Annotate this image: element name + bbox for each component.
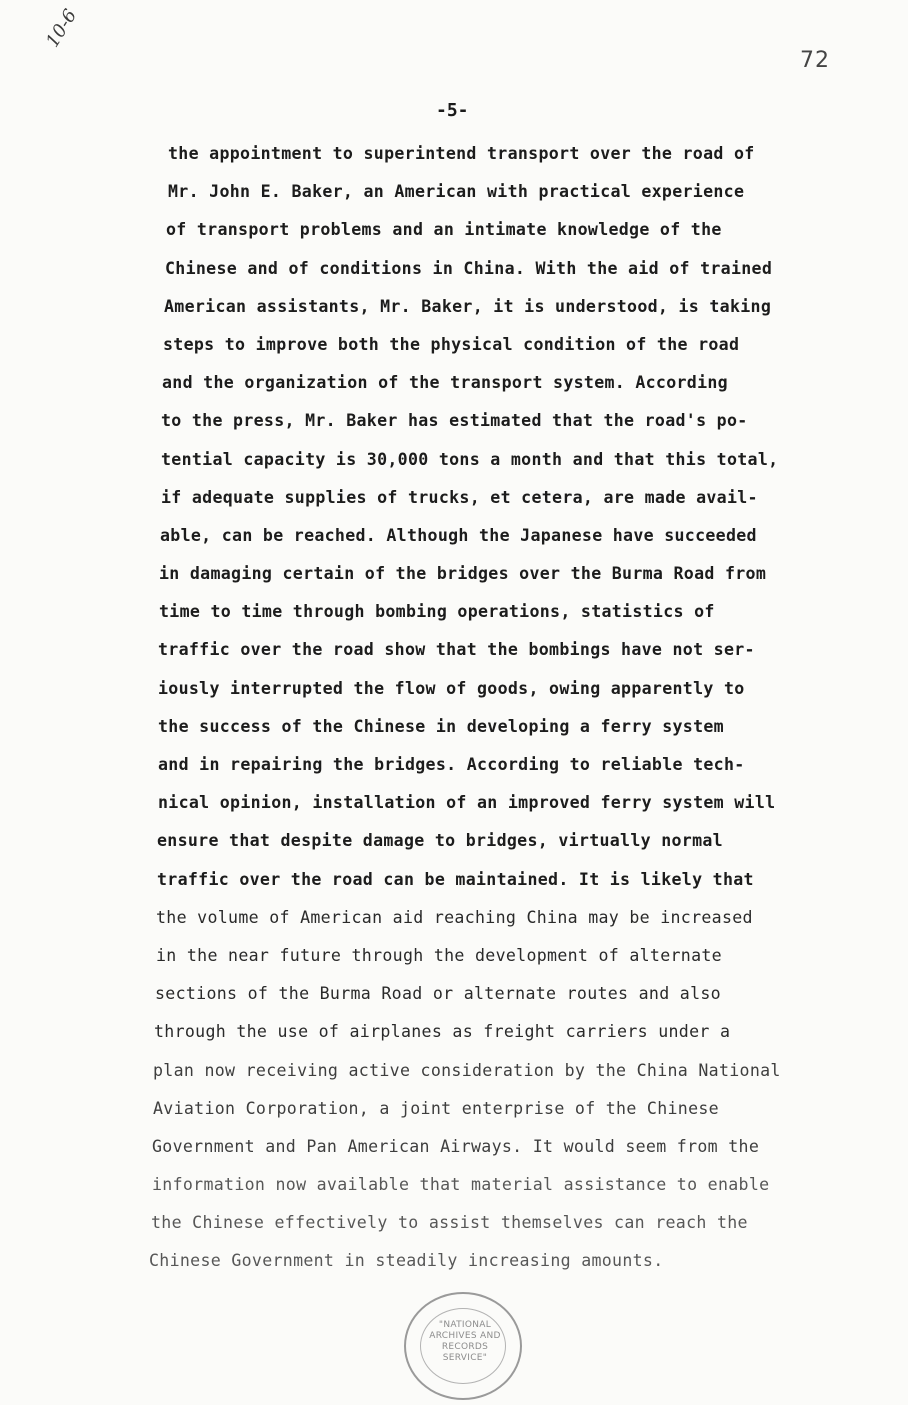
text-line: sections of the Burma Road or alternate routes and also <box>155 984 721 1004</box>
text-line: time to time through bombing operations, statistics of <box>159 602 715 622</box>
text-line: able, can be reached. Although the Japanese have succeeded <box>160 525 757 545</box>
text-line: Aviation Corporation, a joint enterprise of the Chinese <box>153 1098 719 1118</box>
stamp-text: "NATIONAL ARCHIVES AND RECORDS SERVICE" <box>429 1320 501 1363</box>
text-line: traffic over the road show that the bombings have not ser- <box>158 640 755 660</box>
text-line: American assistants, Mr. Baker, it is understood, is taking <box>164 296 772 316</box>
text-line: through the use of airplanes as freight carriers under a <box>154 1022 731 1042</box>
archive-stamp <box>404 1292 522 1400</box>
text-line: and the organization of the transport system. According <box>162 373 728 393</box>
text-line: information now available that material assistance to enable <box>152 1175 770 1195</box>
handwritten-annotation: 10-6 <box>42 5 82 52</box>
text-line: Chinese Government in steadily increasing amounts. <box>149 1251 664 1271</box>
text-line: tential capacity is 30,000 tons a month and that this total, <box>161 449 779 469</box>
text-line: Government and Pan American Airways. It would seem from the <box>152 1136 760 1156</box>
text-line: plan now receiving active consideration by the China National <box>153 1060 781 1080</box>
text-line: nical opinion, installation of an improved ferry system will <box>158 793 776 813</box>
text-line: the volume of American aid reaching China may be increased <box>156 907 753 927</box>
page-number: 72 <box>800 48 830 73</box>
text-line: Mr. John E. Baker, an American with practical experience <box>168 182 745 202</box>
text-line: steps to improve both the physical condition of the road <box>163 334 740 354</box>
text-line: of transport problems and an intimate knowledge of the <box>166 220 722 240</box>
text-line: and in repairing the bridges. According to reliable tech- <box>158 755 745 774</box>
text-line: iously interrupted the flow of goods, owing apparently to <box>158 678 745 698</box>
text-line: Chinese and of conditions in China. With the aid of trained <box>165 258 773 278</box>
text-line: in the near future through the development of alternate <box>156 945 722 965</box>
text-line: if adequate supplies of trucks, et cetera, are made avail- <box>161 487 758 507</box>
text-line: the Chinese effectively to assist themselves can reach the <box>151 1213 748 1233</box>
body-paragraph <box>149 135 858 1281</box>
text-line: the success of the Chinese in developing a ferry system <box>158 716 724 736</box>
section-heading: -5- <box>436 100 469 121</box>
text-line: the appointment to superintend transport over the road of <box>168 144 755 163</box>
text-line: to the press, Mr. Baker has estimated that the road's po- <box>161 411 748 431</box>
text-line: ensure that despite damage to bridges, virtually normal <box>157 831 723 851</box>
text-line: traffic over the road can be maintained. It is likely that <box>157 869 754 889</box>
text-line: in damaging certain of the bridges over the Burma Road from <box>159 564 767 584</box>
